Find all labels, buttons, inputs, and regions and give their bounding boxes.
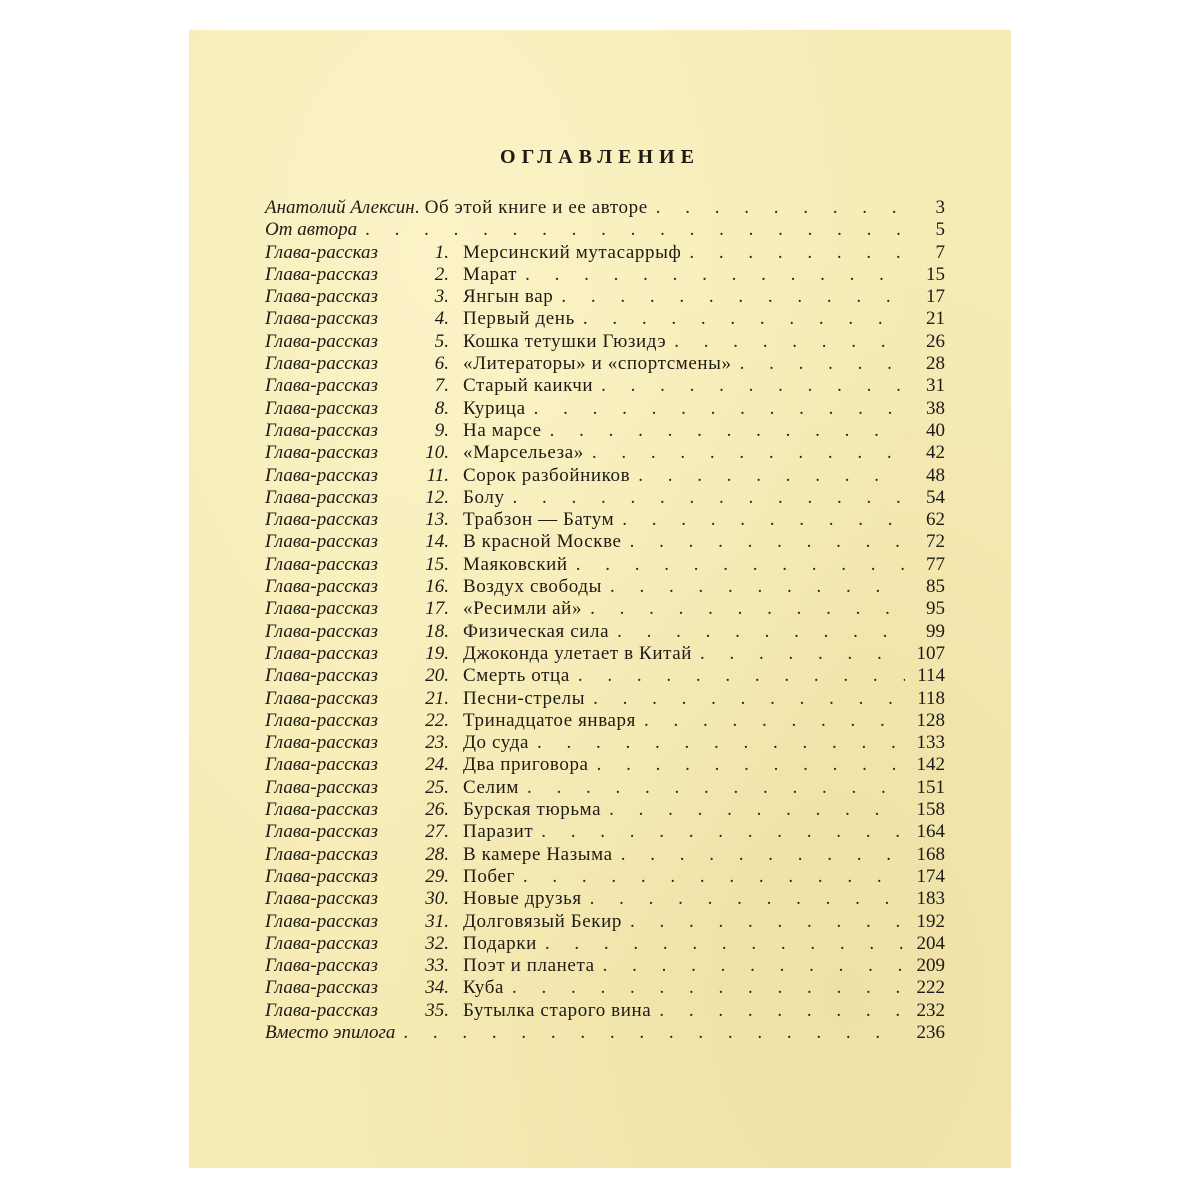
- chapter-number: 7.: [434, 375, 449, 397]
- toc-row-chapter: [265, 844, 945, 866]
- leader-dots: [648, 197, 905, 219]
- page-number: 174: [916, 865, 945, 887]
- chapter-title: Курица: [463, 397, 526, 419]
- leader-dots: [570, 665, 905, 687]
- chapter-number: 19.: [425, 642, 449, 664]
- toc-row-chapter: [265, 598, 945, 620]
- chapter-label: Глава-рассказ: [265, 509, 378, 531]
- leader-dots: [622, 531, 905, 553]
- page-number: 48: [926, 464, 945, 486]
- chapter-title: Бутылка старого вина: [463, 999, 652, 1021]
- page-number: 133: [916, 732, 945, 754]
- chapter-label: Глава-рассказ: [265, 910, 378, 932]
- chapter-label: Глава-рассказ: [265, 888, 378, 910]
- chapter-title: Тринадцатое января: [463, 709, 636, 731]
- toc-row-chapter: [265, 1000, 945, 1022]
- chapter-label: Глава-рассказ: [265, 843, 378, 865]
- chapter-title: В камере Назыма: [463, 843, 613, 865]
- chapter-number: 20.: [425, 665, 449, 687]
- toc-row-chapter: [265, 465, 945, 487]
- chapter-label: Глава-рассказ: [265, 464, 378, 486]
- leader-dots: [582, 888, 905, 910]
- chapter-title: Поэт и планета: [463, 955, 595, 977]
- leader-dots: [630, 465, 905, 487]
- page-number: 95: [926, 598, 945, 620]
- chapter-title: Два приговора: [463, 754, 589, 776]
- toc-row-chapter: [265, 821, 945, 843]
- chapter-number: 35.: [425, 999, 449, 1021]
- leader-dots: [517, 264, 905, 286]
- chapter-title: Куба: [463, 977, 504, 999]
- toc-row-chapter: [265, 911, 945, 933]
- page-number: 28: [926, 353, 945, 375]
- toc-row-preface: [265, 219, 945, 241]
- chapter-number: 25.: [425, 776, 449, 798]
- chapter-label: Глава-рассказ: [265, 999, 378, 1021]
- page-number: 151: [916, 776, 945, 798]
- toc-row-chapter: [265, 242, 945, 264]
- toc-row-chapter: [265, 933, 945, 955]
- leader-dots: [504, 977, 905, 999]
- chapter-title: Марат: [463, 263, 518, 285]
- chapter-number: 5.: [434, 330, 449, 352]
- toc-row-chapter: [265, 420, 945, 442]
- leader-dots: [681, 242, 905, 264]
- leader-dots: [357, 219, 905, 241]
- leader-dots: [589, 754, 905, 776]
- chapter-label: Глава-рассказ: [265, 709, 378, 731]
- page-number: 7: [935, 241, 945, 263]
- leader-dots: [602, 576, 905, 598]
- toc-row-chapter: [265, 688, 945, 710]
- leader-dots: [533, 821, 905, 843]
- chapter-label: Глава-рассказ: [265, 821, 378, 843]
- page-number: 183: [916, 888, 945, 910]
- leader-dots: [622, 911, 905, 933]
- toc-row-chapter: [265, 643, 945, 665]
- leader-dots: [584, 442, 905, 464]
- chapter-title: На марсе: [463, 419, 542, 441]
- chapter-label: Глава-рассказ: [265, 799, 378, 821]
- leader-dots: [537, 933, 905, 955]
- chapter-number: 27.: [425, 821, 449, 843]
- leader-dots: [732, 353, 905, 375]
- toc-row-chapter: [265, 487, 945, 509]
- page-number: 107: [916, 642, 945, 664]
- leader-dots: [526, 398, 905, 420]
- toc-row-chapter: [265, 264, 945, 286]
- chapter-number: 23.: [425, 732, 449, 754]
- page-number: 5: [935, 219, 945, 241]
- chapter-label: Глава-рассказ: [265, 955, 378, 977]
- chapter-number: 9.: [434, 419, 449, 441]
- chapter-title: Долговязый Бекир: [463, 910, 623, 932]
- toc-row-chapter: [265, 866, 945, 888]
- page-number: 232: [916, 999, 945, 1021]
- toc-row-epilogue: [265, 1022, 945, 1044]
- leader-dots: [651, 1000, 905, 1022]
- leader-dots: [505, 487, 905, 509]
- chapter-title: Маяковский: [463, 553, 568, 575]
- chapter-title: Паразит: [463, 821, 534, 843]
- chapter-title: Трабзон — Батум: [463, 509, 615, 531]
- toc-row-chapter: [265, 375, 945, 397]
- leader-dots: [585, 688, 905, 710]
- toc-row-chapter: [265, 554, 945, 576]
- chapter-label: Глава-рассказ: [265, 553, 378, 575]
- toc-row-chapter: [265, 732, 945, 754]
- chapter-number: 1.: [434, 241, 449, 263]
- toc-row-chapter: [265, 576, 945, 598]
- chapter-number: 14.: [425, 531, 449, 553]
- page-number: 158: [916, 799, 945, 821]
- page-number: 204: [916, 932, 945, 954]
- page-number: 21: [926, 308, 945, 330]
- leader-dots: [601, 799, 905, 821]
- chapter-number: 15.: [425, 553, 449, 575]
- leader-dots: [613, 844, 905, 866]
- chapter-label: Глава-рассказ: [265, 375, 378, 397]
- chapter-number: 26.: [425, 799, 449, 821]
- toc-row-intro: [265, 197, 945, 219]
- chapter-label: Глава-рассказ: [265, 241, 378, 263]
- leader-dots: [692, 643, 905, 665]
- toc-row-chapter: [265, 509, 945, 531]
- page-number: 164: [916, 821, 945, 843]
- page-number: 142: [916, 754, 945, 776]
- toc-row-chapter: [265, 955, 945, 977]
- preface-label: От автора: [265, 219, 358, 241]
- chapter-title: Селим: [463, 776, 520, 798]
- intro-separator: .: [414, 197, 420, 218]
- chapter-number: 2.: [434, 263, 449, 285]
- toc-row-chapter: [265, 308, 945, 330]
- chapter-number: 24.: [425, 754, 449, 776]
- chapter-title: Побег: [463, 865, 515, 887]
- chapter-title: Подарки: [463, 932, 537, 954]
- chapter-title: Старый каикчи: [463, 375, 594, 397]
- toc-row-chapter: [265, 353, 945, 375]
- toc-row-chapter: [265, 331, 945, 353]
- toc-row-chapter: [265, 398, 945, 420]
- leader-dots: [395, 1022, 905, 1044]
- chapter-title: Мерсинский мутасаррыф: [463, 241, 682, 263]
- chapter-number: 21.: [425, 687, 449, 709]
- chapter-title: Песни-стрелы: [463, 687, 586, 709]
- chapter-label: Глава-рассказ: [265, 776, 378, 798]
- leader-dots: [553, 286, 905, 308]
- chapter-number: 33.: [425, 955, 449, 977]
- leader-dots: [575, 308, 905, 330]
- toc-row-chapter: [265, 754, 945, 776]
- toc-row-chapter: [265, 442, 945, 464]
- chapter-number: 18.: [425, 620, 449, 642]
- page-number: 85: [926, 576, 945, 598]
- chapter-title: Новые друзья: [463, 888, 582, 910]
- page-number: 26: [926, 330, 945, 352]
- chapter-label: Глава-рассказ: [265, 263, 378, 285]
- chapter-number: 13.: [425, 509, 449, 531]
- leader-dots: [593, 375, 905, 397]
- chapter-title: Первый день: [463, 308, 575, 330]
- chapter-label: Глава-рассказ: [265, 308, 378, 330]
- page-number: 72: [926, 531, 945, 553]
- toc-row-chapter: [265, 286, 945, 308]
- toc-row-chapter: [265, 531, 945, 553]
- page-number: 54: [926, 486, 945, 508]
- leader-dots: [515, 866, 905, 888]
- page-number: 17: [926, 286, 945, 308]
- chapter-label: Глава-рассказ: [265, 397, 378, 419]
- leader-dots: [666, 331, 905, 353]
- chapter-title: Воздух свободы: [463, 576, 602, 598]
- chapter-number: 22.: [425, 709, 449, 731]
- page-number: 168: [916, 843, 945, 865]
- chapter-label: Глава-рассказ: [265, 598, 378, 620]
- chapter-label: Глава-рассказ: [265, 732, 378, 754]
- leader-dots: [636, 710, 905, 732]
- chapter-number: 17.: [425, 598, 449, 620]
- page-number: 42: [926, 442, 945, 464]
- page-number: 99: [926, 620, 945, 642]
- chapter-number: 4.: [434, 308, 449, 330]
- chapter-label: Глава-рассказ: [265, 665, 378, 687]
- chapter-label: Глава-рассказ: [265, 353, 378, 375]
- page-number: 77: [926, 553, 945, 575]
- chapter-label: Глава-рассказ: [265, 286, 378, 308]
- chapter-number: 16.: [425, 576, 449, 598]
- chapter-title: «Ресимли ай»: [463, 598, 583, 620]
- page-number: 62: [926, 509, 945, 531]
- chapter-label: Глава-рассказ: [265, 531, 378, 553]
- leader-dots: [529, 732, 905, 754]
- table-of-contents: [265, 197, 945, 1044]
- chapter-number: 30.: [425, 888, 449, 910]
- chapter-title: Джоконда улетает в Китай: [463, 642, 693, 664]
- chapter-title: «Литераторы» и «спортсмены»: [463, 353, 732, 375]
- page-number: 118: [917, 687, 945, 709]
- chapter-label: Глава-рассказ: [265, 865, 378, 887]
- leader-dots: [542, 420, 905, 442]
- chapter-title: Янгын вар: [463, 286, 554, 308]
- chapter-label: Глава-рассказ: [265, 620, 378, 642]
- book-page: [189, 30, 1011, 1168]
- chapter-title: Сорок разбойников: [463, 464, 631, 486]
- page-number: 3: [935, 197, 945, 218]
- page-number: 236: [916, 1021, 945, 1043]
- chapter-label: Глава-рассказ: [265, 642, 378, 664]
- chapter-title: Физическая сила: [463, 620, 610, 642]
- chapter-number: 29.: [425, 865, 449, 887]
- page-number: 209: [916, 955, 945, 977]
- toc-row-chapter: [265, 777, 945, 799]
- page-number: 114: [917, 665, 945, 687]
- intro-title: Об этой книге и ее авторе: [419, 197, 648, 218]
- chapter-number: 6.: [434, 353, 449, 375]
- chapter-title: До суда: [463, 732, 529, 754]
- chapter-number: 31.: [425, 910, 449, 932]
- toc-row-chapter: [265, 621, 945, 643]
- chapter-number: 8.: [434, 397, 449, 419]
- intro-author: Анатолий Алексин: [265, 197, 415, 218]
- leader-dots: [609, 621, 905, 643]
- leader-dots: [614, 509, 905, 531]
- page-number: 31: [926, 375, 945, 397]
- chapter-number: 10.: [425, 442, 449, 464]
- page-number: 128: [916, 709, 945, 731]
- toc-row-chapter: [265, 710, 945, 732]
- chapter-number: 12.: [425, 486, 449, 508]
- page-number: 15: [926, 263, 945, 285]
- chapter-title: Смерть отца: [463, 665, 570, 687]
- chapter-label: Глава-рассказ: [265, 687, 378, 709]
- chapter-label: Глава-рассказ: [265, 754, 378, 776]
- chapter-label: Глава-рассказ: [265, 486, 378, 508]
- toc-row-chapter: [265, 888, 945, 910]
- chapter-number: 32.: [425, 932, 449, 954]
- chapter-label: Глава-рассказ: [265, 977, 378, 999]
- leader-dots: [519, 777, 905, 799]
- chapter-title: Болу: [463, 486, 505, 508]
- chapter-label: Глава-рассказ: [265, 442, 378, 464]
- leader-dots: [568, 554, 905, 576]
- chapter-title: «Марсельеза»: [463, 442, 584, 464]
- page-number: 192: [916, 910, 945, 932]
- chapter-title: В красной Москве: [463, 531, 622, 553]
- chapter-number: 11.: [426, 464, 449, 486]
- epilogue-label: Вместо эпилога: [265, 1021, 396, 1043]
- chapter-number: 28.: [425, 843, 449, 865]
- chapter-label: Глава-рассказ: [265, 330, 378, 352]
- toc-row-chapter: [265, 665, 945, 687]
- toc-row-chapter: [265, 977, 945, 999]
- leader-dots: [595, 955, 905, 977]
- chapter-label: Глава-рассказ: [265, 576, 378, 598]
- page-number: 40: [926, 419, 945, 441]
- page-number: 38: [926, 397, 945, 419]
- chapter-number: 34.: [425, 977, 449, 999]
- page-title: ОГЛАВЛЕНИЕ: [500, 146, 700, 168]
- chapter-number: 3.: [434, 286, 449, 308]
- toc-row-chapter: [265, 799, 945, 821]
- chapter-label: Глава-рассказ: [265, 419, 378, 441]
- chapter-label: Глава-рассказ: [265, 932, 378, 954]
- leader-dots: [582, 598, 905, 620]
- chapter-title: Кошка тетушки Гюзидэ: [463, 330, 667, 352]
- page-number: 222: [916, 977, 945, 999]
- chapter-title: Бурская тюрьма: [463, 799, 602, 821]
